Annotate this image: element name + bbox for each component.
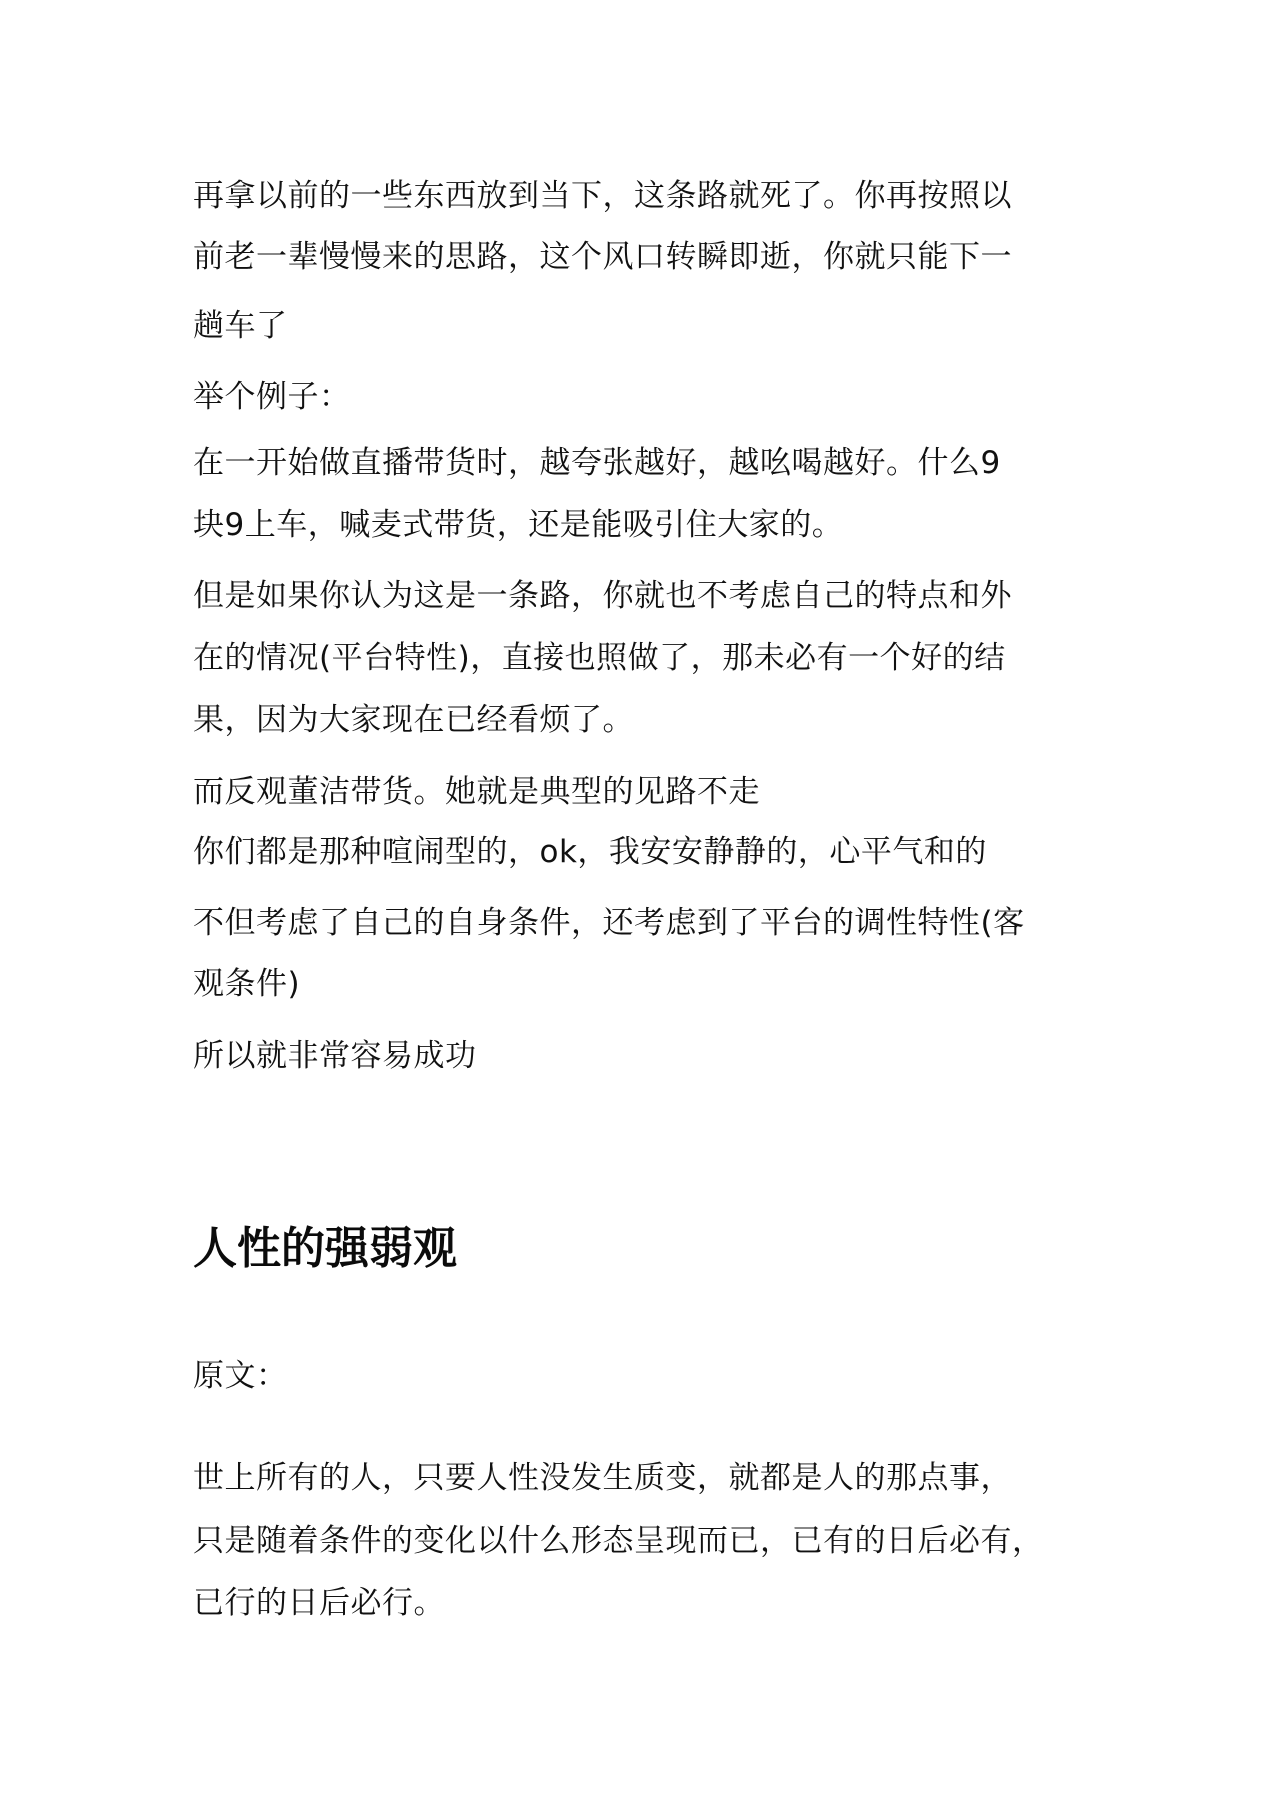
paragraph-line: 观条件)	[193, 966, 301, 1002]
paragraph-line: 在的情况(平台特性)，直接也照做了，那未必有一个好的结	[193, 640, 1006, 676]
paragraph-line: 果，因为大家现在已经看烦了。	[193, 702, 634, 738]
paragraph-line: 只是随着条件的变化以什么形态呈现而已，已有的日后必有，	[193, 1523, 1044, 1559]
paragraph-line: 前老一辈慢慢来的思路，这个风口转瞬即逝，你就只能下一	[193, 239, 1012, 275]
paragraph-line: 在一开始做直播带货时，越夸张越好，越吆喝越好。什么9	[193, 445, 1001, 481]
paragraph-line: 而反观董洁带货。她就是典型的见路不走	[193, 774, 760, 810]
paragraph-line: 再拿以前的一些东西放到当下，这条路就死了。你再按照以	[193, 178, 1012, 214]
paragraph-line: 你们都是那种喧闹型的，ok，我安安静静的，心平气和的	[193, 834, 987, 870]
section-heading: 人性的强弱观	[193, 1223, 457, 1274]
paragraph-line: 世上所有的人，只要人性没发生质变，就都是人的那点事，	[193, 1460, 1012, 1496]
paragraph-line: 所以就非常容易成功	[193, 1038, 477, 1074]
paragraph-line: 块9上车，喊麦式带货，还是能吸引住大家的。	[193, 507, 844, 543]
paragraph-line: 趟车了	[193, 308, 288, 344]
paragraph-line: 但是如果你认为这是一条路，你就也不考虑自己的特点和外	[193, 578, 1012, 614]
source-label: 原文：	[193, 1358, 288, 1394]
paragraph-line: 举个例子：	[193, 379, 351, 415]
paragraph-line: 不但考虑了自己的自身条件，还考虑到了平台的调性特性(客	[193, 905, 1025, 941]
paragraph-line: 已行的日后必行。	[193, 1585, 445, 1621]
